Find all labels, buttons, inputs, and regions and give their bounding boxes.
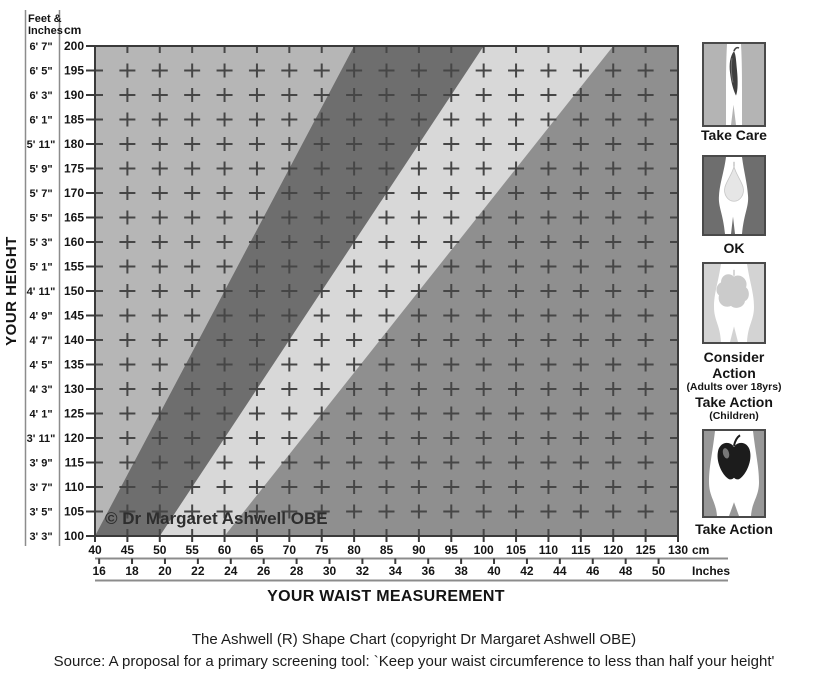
x-unit-cm: cm (692, 543, 710, 557)
y-tick-label-feet: 4' 9" (29, 310, 53, 323)
y-tick-label-feet: 5' 1" (29, 261, 53, 274)
x-axis-title: YOUR WAIST MEASUREMENT (267, 588, 505, 605)
y-tick-label-cm: 150 (63, 284, 84, 298)
x-tick-label-inch: 46 (586, 564, 600, 578)
y-tick-label-cm: 195 (63, 63, 84, 78)
y-axis-title: YOUR HEIGHT (3, 236, 20, 346)
x-tick-label-inch: 20 (158, 564, 172, 578)
y-tick-label-feet: 5' 7" (29, 188, 53, 200)
y-tick-label-feet: 3' 9" (29, 457, 53, 470)
y-tick-label-cm: 125 (63, 406, 84, 421)
x-tick-label-inch: 24 (224, 564, 238, 578)
y-tick-label-feet: 3' 3" (29, 531, 53, 543)
y-header-inches: Inches (28, 25, 63, 37)
x-tick-label-inch: 36 (421, 564, 435, 578)
legend-label-consider-action (670, 349, 798, 423)
y-tick-label-cm: 200 (63, 39, 84, 53)
y-tick-label-feet: 5' 5" (29, 212, 53, 225)
y-tick-label-cm: 155 (63, 259, 84, 274)
x-tick-label-inch: 22 (191, 564, 205, 578)
caption-title: The Ashwell (R) Shape Chart (copyright Dr Margaret Ashwell OBE) (191, 631, 637, 648)
y-tick-label-feet: 6' 7" (29, 41, 53, 53)
x-tick-label-inch: 18 (125, 564, 139, 578)
x-tick-label-inch: 40 (487, 564, 501, 578)
y-header-feet: Feet & (28, 13, 62, 25)
x-tick-label-inch: 48 (618, 564, 633, 578)
consider-sub-children: (Children) (709, 410, 759, 422)
consider-sub-adults: (Adults over 18yrs) (686, 381, 782, 393)
y-tick-label-cm: 115 (64, 455, 84, 470)
x-tick-label-inch: 32 (355, 564, 370, 578)
consider-line3: Take Action (695, 394, 773, 410)
x-unit-inches: Inches (692, 564, 731, 578)
x-tick-label-cm: 75 (315, 543, 329, 557)
y-tick-label-feet: 6' 1" (29, 114, 53, 127)
y-tick-label-cm: 130 (63, 382, 84, 396)
x-tick-label-cm: 65 (250, 543, 264, 557)
y-tick-label-cm: 105 (63, 504, 84, 519)
y-tick-label-feet: 4' 3" (29, 384, 53, 396)
x-tick-label-cm: 130 (667, 543, 689, 557)
x-tick-label-cm: 85 (379, 543, 394, 557)
y-tick-label-feet: 5' 11" (26, 139, 56, 151)
x-tick-label-cm: 60 (217, 543, 232, 557)
x-tick-label-cm: 80 (347, 543, 361, 557)
apple-blob-icon (704, 264, 764, 342)
legend-panel-take-care (702, 42, 766, 127)
y-tick-label-cm: 190 (63, 88, 84, 102)
pear-icon (704, 157, 764, 234)
y-tick-label-feet: 4' 1" (29, 408, 53, 421)
watermark-text: © Dr Margaret Ashwell OBE (105, 509, 328, 528)
y-tick-label-feet: 4' 5" (29, 359, 53, 372)
apple-icon (704, 431, 764, 516)
caption (0, 629, 828, 672)
chilli-icon (704, 44, 764, 125)
x-tick-label-cm: 70 (282, 543, 297, 557)
y-tick-label-cm: 170 (63, 186, 84, 200)
y-tick-label-feet: 5' 3" (29, 237, 53, 249)
x-tick-label-cm: 125 (635, 543, 656, 557)
x-tick-label-cm: 55 (185, 543, 199, 557)
y-tick-label-feet: 5' 9" (29, 163, 53, 176)
y-tick-label-cm: 185 (63, 112, 84, 127)
x-tick-label-cm: 115 (571, 543, 591, 557)
legend-panel-take-action (702, 429, 766, 518)
y-tick-label-feet: 3' 5" (29, 506, 53, 519)
x-tick-label-cm: 50 (153, 543, 167, 557)
x-tick-label-inch: 38 (454, 564, 468, 578)
x-tick-label-cm: 110 (538, 543, 559, 557)
legend-label-take-action: Take Action (695, 521, 773, 537)
x-tick-label-inch: 26 (257, 564, 271, 578)
y-tick-label-cm: 175 (63, 161, 84, 176)
x-tick-label-cm: 90 (412, 543, 426, 557)
y-tick-label-cm: 180 (63, 137, 84, 151)
x-tick-label-inch: 28 (289, 564, 304, 578)
y-tick-label-cm: 100 (63, 529, 84, 543)
legend-panel-ok (702, 155, 766, 236)
x-tick-label-inch: 34 (388, 564, 402, 578)
x-tick-label-inch: 42 (520, 564, 534, 578)
x-tick-label-inch: 16 (92, 564, 106, 578)
x-tick-label-cm: 120 (603, 543, 624, 557)
y-tick-label-feet: 6' 3" (29, 90, 53, 102)
y-tick-label-feet: 6' 5" (29, 65, 53, 78)
y-tick-label-cm: 110 (64, 480, 84, 494)
y-tick-label-cm: 165 (63, 210, 84, 225)
y-tick-label-cm: 120 (63, 431, 84, 445)
legend-label-ok: OK (723, 240, 745, 256)
x-tick-label-inch: 50 (651, 564, 666, 578)
y-tick-label-cm: 160 (63, 235, 84, 249)
legend-panel-consider-action (702, 262, 766, 344)
consider-line1: Consider (703, 349, 765, 365)
y-tick-label-feet: 4' 7" (29, 335, 53, 347)
x-tick-label-inch: 30 (322, 564, 337, 578)
y-tick-label-cm: 140 (63, 333, 84, 347)
y-tick-label-feet: 4' 11" (26, 286, 56, 298)
y-tick-label-cm: 145 (63, 308, 84, 323)
x-tick-label-cm: 100 (473, 543, 494, 557)
consider-line2: Action (712, 365, 756, 381)
x-tick-label-cm: 40 (88, 543, 102, 557)
y-tick-label-cm: 135 (63, 357, 84, 372)
y-header-cm: cm (64, 23, 82, 37)
y-tick-label-feet: 3' 11" (26, 433, 56, 445)
legend-label-take-care: Take Care (701, 127, 767, 143)
y-tick-label-feet: 3' 7" (29, 482, 53, 494)
caption-source: Source: A proposal for a primary screening tool: `Keep your waist circumference to less than half your height' (53, 652, 775, 670)
x-tick-label-cm: 45 (120, 543, 135, 557)
x-tick-label-cm: 95 (444, 543, 458, 557)
x-tick-label-cm: 105 (506, 543, 527, 557)
x-tick-label-inch: 44 (553, 564, 567, 578)
